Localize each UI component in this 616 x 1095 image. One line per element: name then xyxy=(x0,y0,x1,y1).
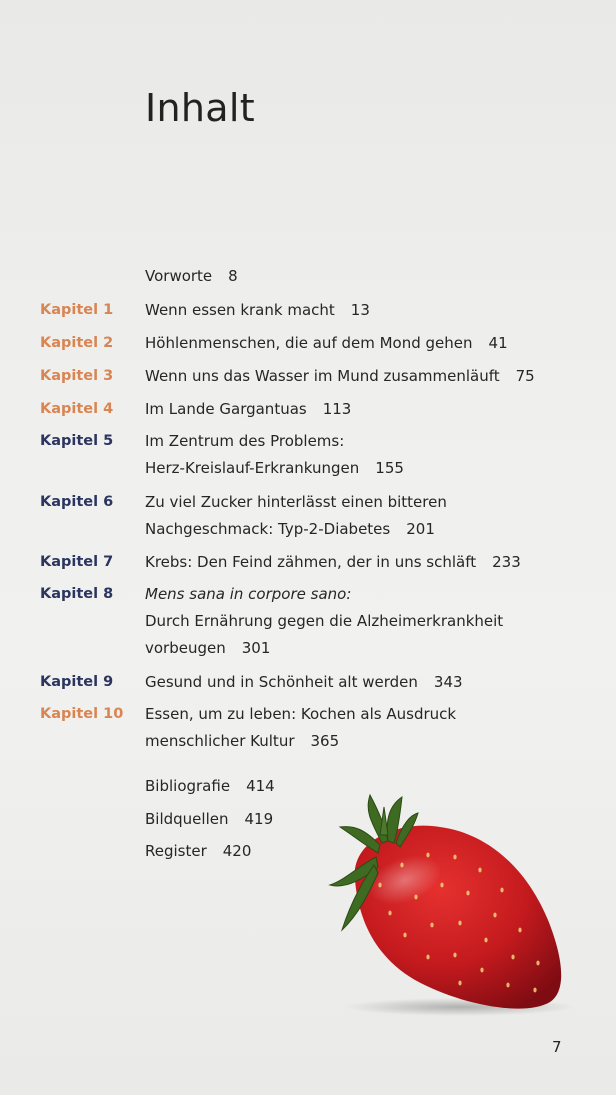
strawberry-icon xyxy=(310,785,580,1020)
entry-title: Krebs: Den Feind zähmen, der in uns schläft xyxy=(145,553,477,571)
page-ref: 13 xyxy=(350,301,370,319)
page-ref: 419 xyxy=(244,810,274,828)
entry-title-line: Zu viel Zucker hinterlässt einen bitteren xyxy=(145,493,447,511)
chapter-label: Kapitel 5 xyxy=(40,433,114,449)
entry-title: Höhlenmenschen, die auf dem Mond gehen xyxy=(145,334,473,352)
chapter-label: Kapitel 2 xyxy=(40,335,114,351)
entry-title-line: Essen, um zu leben: Kochen als Ausdruck xyxy=(145,705,457,723)
page-ref: 365 xyxy=(310,732,340,750)
page-ref: 301 xyxy=(241,639,271,657)
entry-title-line: Im Zentrum des Problems: xyxy=(145,432,345,450)
chapter-label: Kapitel 3 xyxy=(40,368,114,384)
entry-title-line: Durch Ernährung gegen die Alzheimerkrankheit xyxy=(145,612,504,630)
page-title: Inhalt xyxy=(145,86,255,130)
page-ref: 155 xyxy=(375,459,404,477)
page-ref: 420 xyxy=(222,842,252,860)
chapter-label: Kapitel 6 xyxy=(40,494,114,510)
page-ref: 41 xyxy=(488,334,508,352)
entry-title-line: menschlicher Kultur xyxy=(145,732,295,750)
chapter-label: Kapitel 8 xyxy=(40,586,114,602)
page-ref: 233 xyxy=(492,553,521,571)
entry-title-line: Nachgeschmack: Typ-2-Diabetes xyxy=(145,520,391,538)
entry-title: Im Lande Gargantuas xyxy=(145,400,307,418)
page-number: 7 xyxy=(552,1038,562,1056)
entry-title: Gesund und in Schönheit alt werden xyxy=(145,673,418,691)
entry-title: Bibliografie xyxy=(145,777,231,795)
chapter-label: Kapitel 9 xyxy=(40,674,114,690)
chapter-label: Kapitel 7 xyxy=(40,554,114,570)
entry-title: Vorworte xyxy=(145,267,213,285)
page-ref: 75 xyxy=(515,367,535,385)
entry-title: Wenn uns das Wasser im Mund zusammenläuft xyxy=(145,367,500,385)
chapter-label: Kapitel 1 xyxy=(40,302,114,318)
entry-title: Register xyxy=(145,842,207,860)
page-ref: 414 xyxy=(246,777,275,795)
entry-title-line: vorbeugen xyxy=(145,639,226,657)
page-ref: 113 xyxy=(322,400,352,418)
entry-title: Wenn essen krank macht xyxy=(145,301,335,319)
page-ref: 8 xyxy=(228,267,238,285)
page-ref: 201 xyxy=(406,520,435,538)
entry-title: Bildquellen xyxy=(145,810,229,828)
chapter-label: Kapitel 4 xyxy=(40,401,114,417)
chapter-label: Kapitel 10 xyxy=(40,706,124,722)
entry-title-line: Herz-Kreislauf-Erkrankungen xyxy=(145,459,360,477)
page-ref: 343 xyxy=(433,673,463,691)
entry-title-line: Mens sana in corpore sano: xyxy=(145,585,352,603)
